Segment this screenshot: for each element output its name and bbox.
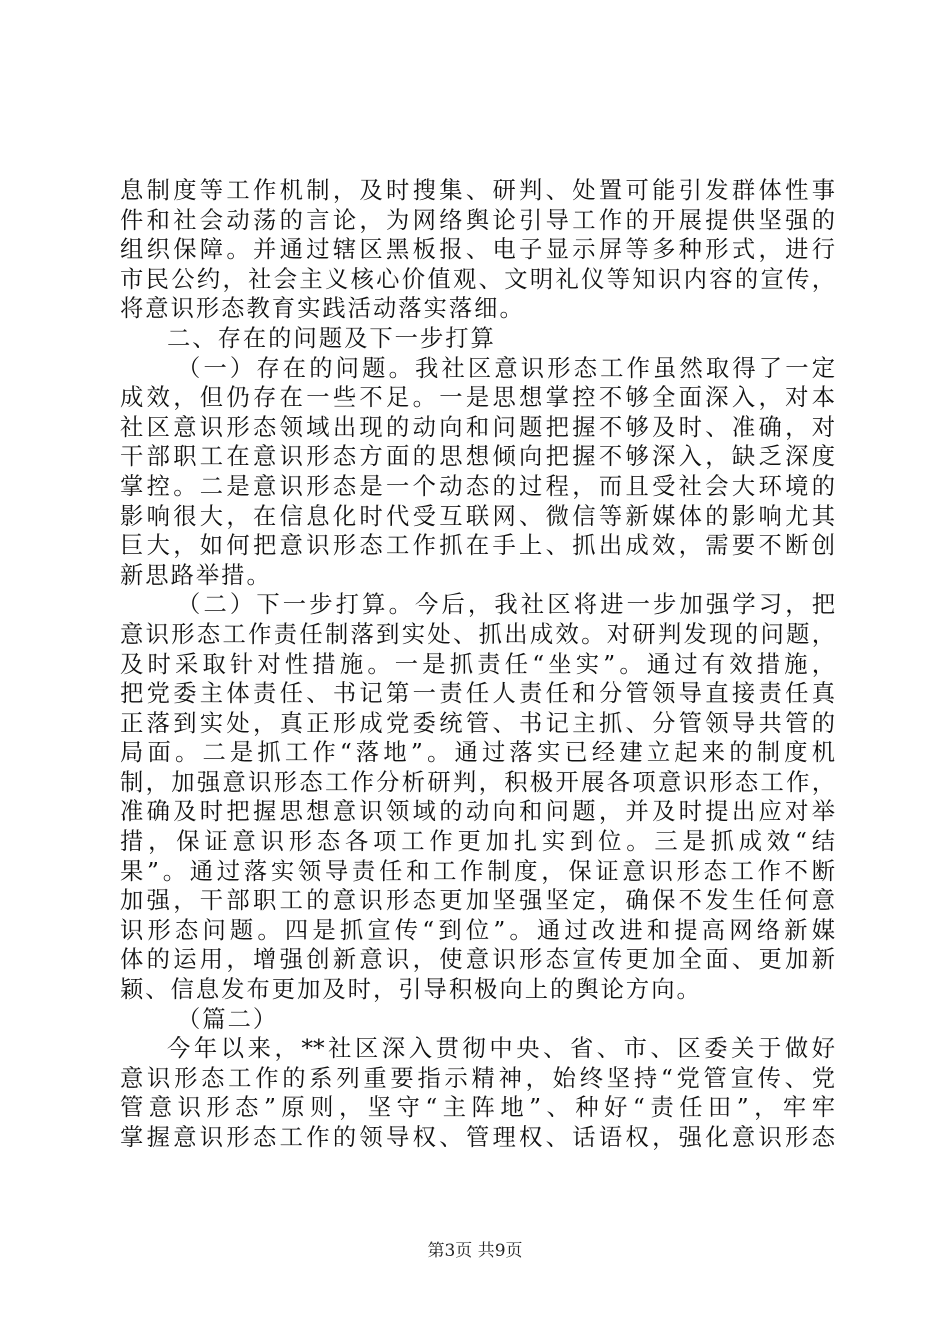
text-line: 新思路举措。 [120, 561, 272, 589]
text-line: 加强，干部职工的意识形态更加坚强坚定，确保不发生任何意 [120, 887, 835, 915]
text-line: 今年以来，**社区深入贯彻中央、省、市、区委关于做好 [167, 1035, 835, 1063]
text-line: 组织保障。并通过辖区黑板报、电子显示屏等多种形式，进行 [120, 236, 835, 264]
text-line: 准确及时把握思想意识领域的动向和问题，并及时提出应对举 [120, 798, 835, 826]
text-line: 制，加强意识形态工作分析研判，积极开展各项意识形态工作， [120, 768, 835, 796]
text-line: 息制度等工作机制，及时搜集、研判、处置可能引发群体性事 [120, 177, 835, 204]
text-line: 将意识形态教育实践活动落实落细。 [120, 295, 525, 323]
text-line: 正落到实处，真正形成党委统管、书记主抓、分管领导共管的 [120, 709, 835, 737]
text-line: 体的运用，增强创新意识，使意识形态宣传更加全面、更加新 [120, 946, 835, 974]
text-line: 把党委主体责任、书记第一责任人责任和分管领导直接责任真 [120, 680, 835, 708]
text-line: 颖、信息发布更加及时，引导积极向上的舆论方向。 [120, 976, 702, 1004]
text-line: 干部职工在意识形态方面的思想倾向把握不够深入，缺乏深度 [120, 443, 835, 471]
text-line: （二）下一步打算。今后，我社区将进一步加强学习，把 [177, 591, 835, 619]
text-line: 市民公约，社会主义核心价值观、文明礼仪等知识内容的宣传， [120, 265, 835, 293]
section-heading: （篇二） [177, 1005, 279, 1033]
text-line: 识形态问题。四是抓宣传“到位”。通过改进和提高网络新媒 [120, 916, 835, 944]
text-line: 掌握意识形态工作的领导权、管理权、话语权，强化意识形态 [120, 1124, 835, 1151]
section-heading: 二、存在的问题及下一步打算 [167, 324, 496, 352]
text-line: （一）存在的问题。我社区意识形态工作虽然取得了一定 [177, 354, 835, 382]
text-line: 局面。二是抓工作“落地”。通过落实已经建立起来的制度机 [120, 739, 835, 767]
text-line: 社区意识形态领域出现的动向和问题把握不够及时、准确，对 [120, 413, 835, 441]
text-line: 果”。通过落实领导责任和工作制度，保证意识形态工作不断 [120, 857, 835, 885]
text-line: 管意识形态”原则，坚守“主阵地”、种好“责任田”，牢牢 [120, 1094, 835, 1122]
text-line: 巨大，如何把意识形态工作抓在手上、抓出成效，需要不断创 [120, 532, 835, 560]
text-line: 意识形态工作责任制落到实处、抓出成效。对研判发现的问题， [120, 620, 835, 648]
text-line: 影响很大，在信息化时代受互联网、微信等新媒体的影响尤其 [120, 502, 835, 530]
text-line: 掌控。二是意识形态是一个动态的过程，而且受社会大环境的 [120, 472, 835, 500]
text-line: 及时采取针对性措施。一是抓责任“坐实”。通过有效措施， [120, 650, 835, 678]
document-body [120, 176, 835, 1153]
text-line: 意识形态工作的系列重要指示精神，始终坚持“党管宣传、党 [120, 1064, 835, 1092]
text-line: 件和社会动荡的言论，为网络舆论引导工作的开展提供坚强的 [120, 206, 835, 234]
text-line: 措，保证意识形态各项工作更加扎实到位。三是抓成效“结 [120, 828, 835, 856]
text-line: 成效，但仍存在一些不足。一是思想掌控不够全面深入，对本 [120, 384, 835, 412]
page-footer: 第3页 共9页 [427, 1241, 523, 1261]
